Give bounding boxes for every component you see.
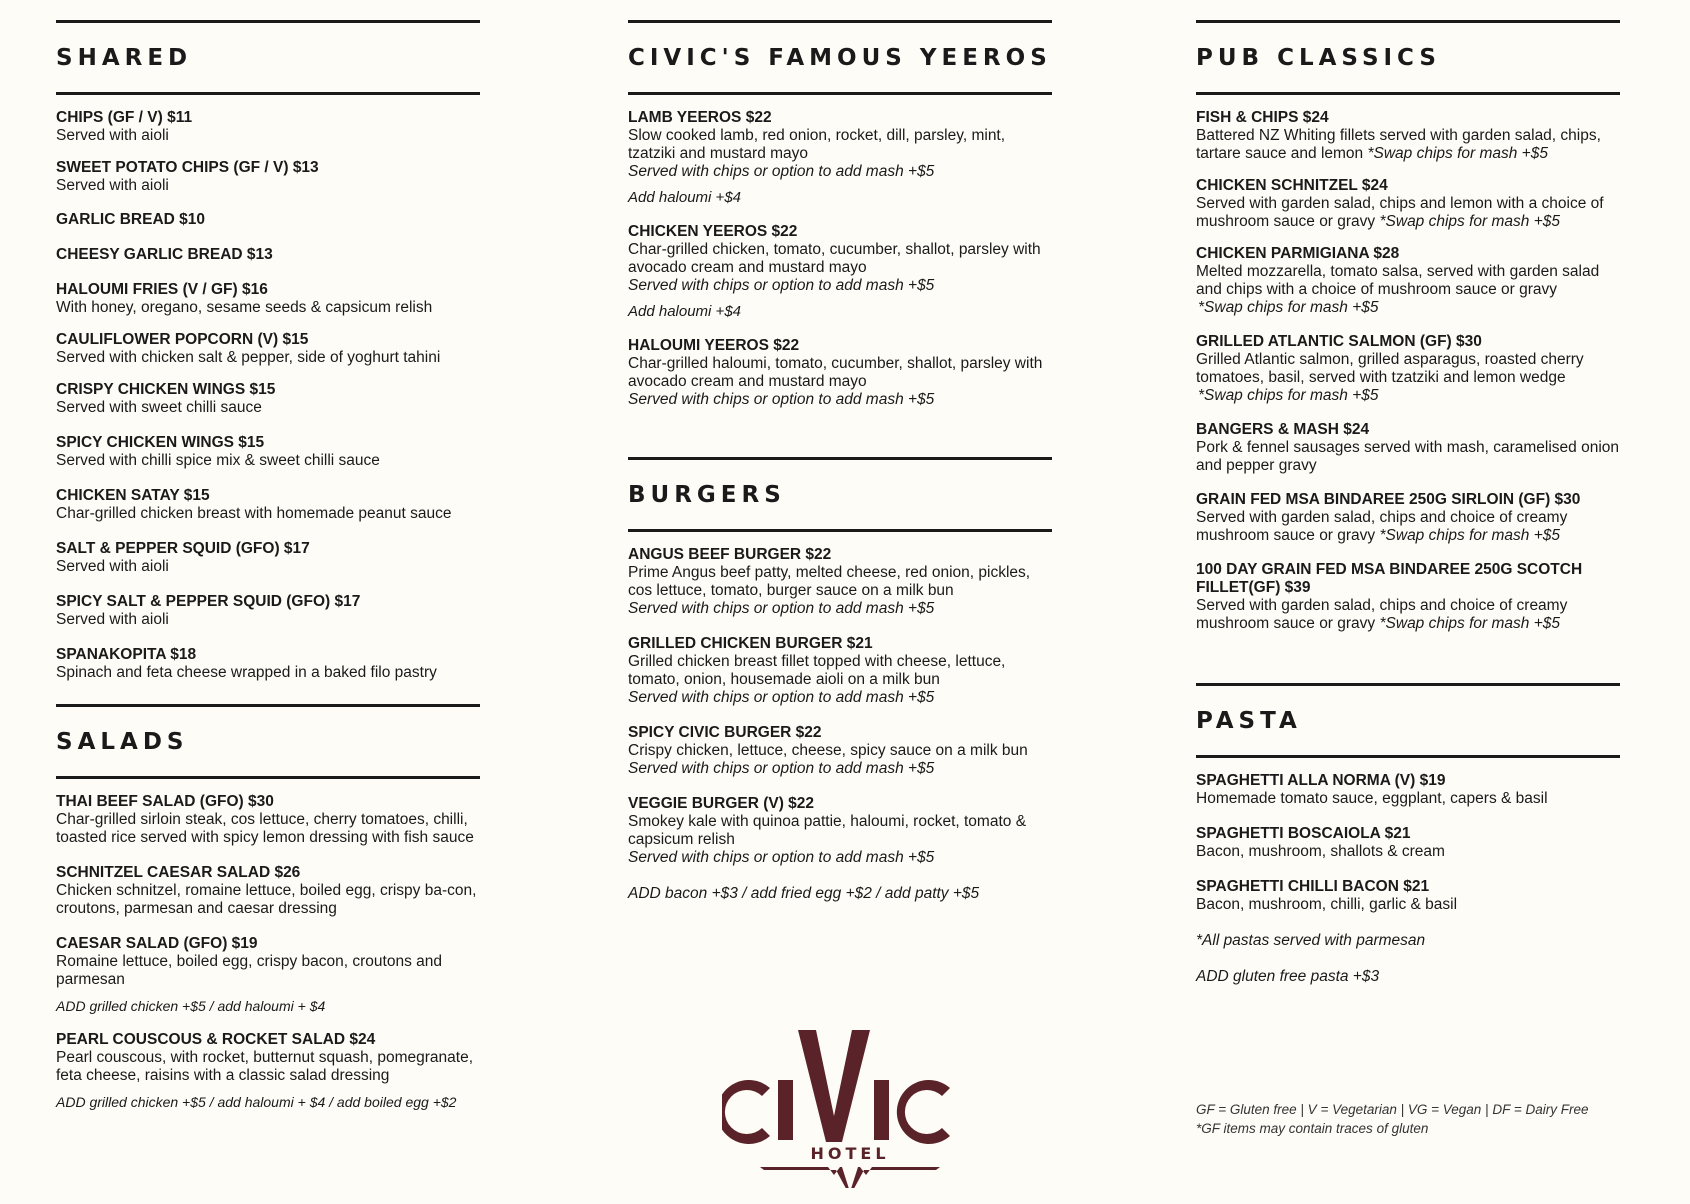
item-desc	[1196, 127, 1620, 163]
menu-item	[56, 646, 480, 682]
item-name: CHICKEN PARMIGIANA $28	[1196, 245, 1400, 262]
item-name: SPICY CHICKEN WINGS $15	[56, 434, 265, 451]
item-name: SPICY SALT & PEPPER SQUID (GFO) $17	[56, 593, 361, 610]
section-rule	[628, 529, 1052, 532]
item-note: Served with chips or option to add mash +$5	[628, 760, 935, 777]
civic-hotel-logo	[722, 1028, 978, 1188]
item-desc	[1196, 195, 1620, 231]
item-desc: Slow cooked lamb, red onion, rocket, dill, parsley, mint, tzatziki and mustard mayo	[628, 127, 1006, 162]
pasta-note: *All pastas served with parmesan	[1196, 932, 1426, 949]
item-note: *Swap chips for mash +$5	[1367, 145, 1548, 162]
item-name: HALOUMI YEEROS $22	[628, 337, 800, 354]
item-desc: With honey, oregano, sesame seeds & capsicum relish	[56, 299, 433, 316]
item-name: SPAGHETTI ALLA NORMA (V) $19	[1196, 772, 1446, 789]
section-title-pasta: PASTA	[1196, 708, 1302, 734]
menu-item	[56, 211, 480, 229]
item-desc: Bacon, mushroom, shallots & cream	[1196, 843, 1445, 860]
item-name: VEGGIE BURGER (V) $22	[628, 795, 815, 812]
item-name: CHEESY GARLIC BREAD $13	[56, 246, 273, 263]
item-desc: Served with aioli	[56, 611, 169, 628]
menu-item	[56, 793, 480, 847]
item-name: LAMB YEEROS $22	[628, 109, 772, 126]
item-desc: Melted mozzarella, tomato salsa, served with garden salad and chips with a choice of mushroom sauce or gravy	[1196, 263, 1600, 298]
item-note: *Swap chips for mash +$5	[1379, 213, 1560, 230]
item-name: GRAIN FED MSA BINDAREE 250G SIRLOIN (GF) $30	[1196, 491, 1581, 508]
item-addon: ADD grilled chicken +$5 / add haloumi + $4	[56, 998, 326, 1014]
section-rule	[1196, 755, 1620, 758]
column-left	[56, 20, 480, 1111]
item-desc: Char-grilled chicken breast with homemade peanut sauce	[56, 505, 452, 522]
section-title-shared: SHARED	[56, 45, 193, 71]
item-note: *Swap chips for mash +$5	[1198, 299, 1379, 316]
menu-item	[628, 109, 1052, 207]
item-name: SALT & PEPPER SQUID (GFO) $17	[56, 540, 310, 557]
item-desc: Grilled chicken breast fillet topped with cheese, lettuce, tomato, onion, housemade aioli on a milk bun	[628, 653, 1006, 688]
menu-item	[56, 434, 480, 470]
menu-item	[628, 635, 1052, 707]
item-name: GARLIC BREAD $10	[56, 211, 205, 228]
item-name: HALOUMI FRIES (V / GF) $16	[56, 281, 268, 298]
item-addon: Add haloumi +$4	[628, 303, 741, 320]
menu-item	[56, 935, 480, 1015]
section-rule	[56, 92, 480, 95]
section-title-pub-classics: PUB CLASSICS	[1196, 45, 1441, 71]
menu-item	[1196, 177, 1620, 231]
item-name: SPANAKOPITA $18	[56, 646, 197, 663]
menu-item	[1196, 421, 1620, 475]
item-name: CHIPS (GF / V) $11	[56, 109, 193, 126]
pub-items	[1196, 109, 1620, 633]
menu-item	[1196, 772, 1620, 808]
item-desc: Served with sweet chilli sauce	[56, 399, 262, 416]
item-name: GRILLED ATLANTIC SALMON (GF) $30	[1196, 333, 1482, 350]
item-note: *Swap chips for mash +$5	[1379, 527, 1560, 544]
item-name: ANGUS BEEF BURGER $22	[628, 546, 832, 563]
menu-item	[1196, 561, 1620, 633]
menu-item	[56, 593, 480, 629]
item-desc	[1196, 597, 1620, 633]
item-desc: Prime Angus beef patty, melted cheese, red onion, pickles, cos lettuce, tomato, burger sauce on a milk bun	[628, 564, 1031, 599]
menu-item	[56, 281, 480, 317]
legend-line: GF = Gluten free | V = Vegetarian | VG = Vegan | DF = Dairy Free	[1196, 1102, 1589, 1117]
item-desc: Served with chicken salt & pepper, side of yoghurt tahini	[56, 349, 441, 366]
item-note: Served with chips or option to add mash +$5	[628, 277, 935, 294]
item-desc: Romaine lettuce, boiled egg, crispy bacon, croutons and parmesan	[56, 953, 443, 988]
column-middle	[628, 20, 1052, 903]
menu-item	[628, 724, 1052, 778]
menu-item	[56, 540, 480, 576]
item-name: FISH & CHIPS $24	[1196, 109, 1329, 126]
item-desc: Pearl couscous, with rocket, butternut squash, pomegranate, feta cheese, raisins with a classic salad dressing	[56, 1049, 474, 1084]
menu-item	[56, 109, 480, 145]
item-desc: Served with aioli	[56, 558, 169, 575]
pasta-items	[1196, 772, 1620, 986]
item-name: SWEET POTATO CHIPS (GF / V) $13	[56, 159, 319, 176]
item-desc: Served with chilli spice mix & sweet chilli sauce	[56, 452, 380, 469]
item-name: CHICKEN YEEROS $22	[628, 223, 798, 240]
logo-hotel-text: HOTEL	[810, 1144, 890, 1163]
menu-item	[56, 864, 480, 918]
item-note: Served with chips or option to add mash +$5	[628, 849, 935, 866]
menu-item	[1196, 109, 1620, 163]
item-name: 100 DAY GRAIN FED MSA BINDAREE 250G SCOTCH FILLET(GF) $39	[1196, 561, 1583, 596]
item-note: Served with chips or option to add mash +$5	[628, 163, 935, 180]
item-name: CHICKEN SCHNITZEL $24	[1196, 177, 1388, 194]
item-desc: Homemade tomato sauce, eggplant, capers & basil	[1196, 790, 1548, 807]
dietary-legend	[1196, 1100, 1666, 1138]
section-title-burgers: BURGERS	[628, 482, 786, 508]
menu-item	[628, 795, 1052, 867]
item-desc: Served with aioli	[56, 127, 169, 144]
menu-item	[56, 487, 480, 523]
item-desc: Pork & fennel sausages served with mash, caramelised onion and pepper gravy	[1196, 439, 1620, 474]
item-desc: Chicken schnitzel, romaine lettuce, boiled egg, crispy ba-con, croutons, parmesan and caesar dressing	[56, 882, 477, 917]
legend-line: *GF items may contain traces of gluten	[1196, 1121, 1429, 1136]
item-desc-text: Served with garden salad, chips and lemon with a choice of mushroom sauce or gravy	[1196, 195, 1604, 230]
item-desc: Spinach and feta cheese wrapped in a baked filo pastry	[56, 664, 437, 681]
civic-hotel-logo-mark	[722, 1028, 978, 1188]
section-title-yeeros: CIVIC'S FAMOUS YEEROS	[628, 45, 1052, 71]
item-note: *Swap chips for mash +$5	[1379, 615, 1560, 632]
item-desc	[1196, 509, 1620, 545]
item-name: CRISPY CHICKEN WINGS $15	[56, 381, 276, 398]
item-name: CHICKEN SATAY $15	[56, 487, 210, 504]
item-desc: Bacon, mushroom, chilli, garlic & basil	[1196, 896, 1458, 913]
item-addon: Add haloumi +$4	[628, 189, 741, 206]
item-desc: Grilled Atlantic salmon, grilled asparagus, roasted cherry tomatoes, basil, served with tzatziki and lemon wedge	[1196, 351, 1584, 386]
section-rule	[56, 776, 480, 779]
column-right	[1196, 20, 1620, 986]
menu-item	[56, 159, 480, 195]
menu-item	[1196, 878, 1620, 914]
menu-item	[1196, 245, 1620, 317]
item-name: SPAGHETTI CHILLI BACON $21	[1196, 878, 1430, 895]
menu-item	[628, 223, 1052, 321]
item-note: Served with chips or option to add mash +$5	[628, 391, 935, 408]
item-name: THAI BEEF SALAD (GFO) $30	[56, 793, 274, 810]
burgers-items	[628, 546, 1052, 903]
menu-item	[628, 546, 1052, 618]
menu-item	[56, 331, 480, 367]
item-desc-text: Served with garden salad, chips and choice of creamy mushroom sauce or gravy	[1196, 597, 1568, 632]
item-name: CAULIFLOWER POPCORN (V) $15	[56, 331, 309, 348]
item-name: SPAGHETTI BOSCAIOLA $21	[1196, 825, 1411, 842]
burgers-addons: ADD bacon +$3 / add fried egg +$2 / add patty +$5	[628, 885, 980, 902]
section-rule	[628, 92, 1052, 95]
menu-item	[56, 381, 480, 417]
section-rule	[1196, 92, 1620, 95]
item-desc: Char-grilled sirloin steak, cos lettuce, cherry tomatoes, chilli, toasted rice served with spicy lemon dressing with fish sauce	[56, 811, 474, 846]
shared-items	[56, 109, 480, 682]
item-note: Served with chips or option to add mash +$5	[628, 600, 935, 617]
item-desc: Served with aioli	[56, 177, 169, 194]
item-note: *Swap chips for mash +$5	[1198, 387, 1379, 404]
item-name: GRILLED CHICKEN BURGER $21	[628, 635, 873, 652]
item-name: SPICY CIVIC BURGER $22	[628, 724, 822, 741]
item-name: PEARL COUSCOUS & ROCKET SALAD $24	[56, 1031, 376, 1048]
item-desc: Char-grilled haloumi, tomato, cucumber, shallot, parsley with avocado cream and mustard mayo	[628, 355, 1043, 390]
item-desc-text: Served with garden salad, chips and choice of creamy mushroom sauce or gravy	[1196, 509, 1568, 544]
item-desc: Smokey kale with quinoa pattie, haloumi, rocket, tomato & capsicum relish	[628, 813, 1027, 848]
menu-item	[1196, 825, 1620, 861]
item-name: BANGERS & MASH $24	[1196, 421, 1370, 438]
item-addon: ADD grilled chicken +$5 / add haloumi + $4 / add boiled egg +$2	[56, 1094, 457, 1110]
item-desc: Char-grilled chicken, tomato, cucumber, shallot, parsley with avocado cream and mustard mayo	[628, 241, 1041, 276]
item-name: CAESAR SALAD (GFO) $19	[56, 935, 258, 952]
item-name: SCHNITZEL CAESAR SALAD $26	[56, 864, 301, 881]
item-desc: Crispy chicken, lettuce, cheese, spicy sauce on a milk bun	[628, 742, 1028, 759]
menu-item	[1196, 491, 1620, 545]
section-title-salads: SALADS	[56, 729, 189, 755]
menu-item	[56, 246, 480, 264]
menu-item	[628, 337, 1052, 409]
menu-item	[1196, 333, 1620, 405]
menu-item	[56, 1031, 480, 1111]
pasta-addon: ADD gluten free pasta +$3	[1196, 968, 1380, 985]
item-note: Served with chips or option to add mash +$5	[628, 689, 935, 706]
item-desc-text: Battered NZ Whiting fillets served with garden salad, chips, tartare sauce and lemon	[1196, 127, 1601, 162]
yeeros-items	[628, 109, 1052, 409]
salads-items	[56, 793, 480, 1111]
